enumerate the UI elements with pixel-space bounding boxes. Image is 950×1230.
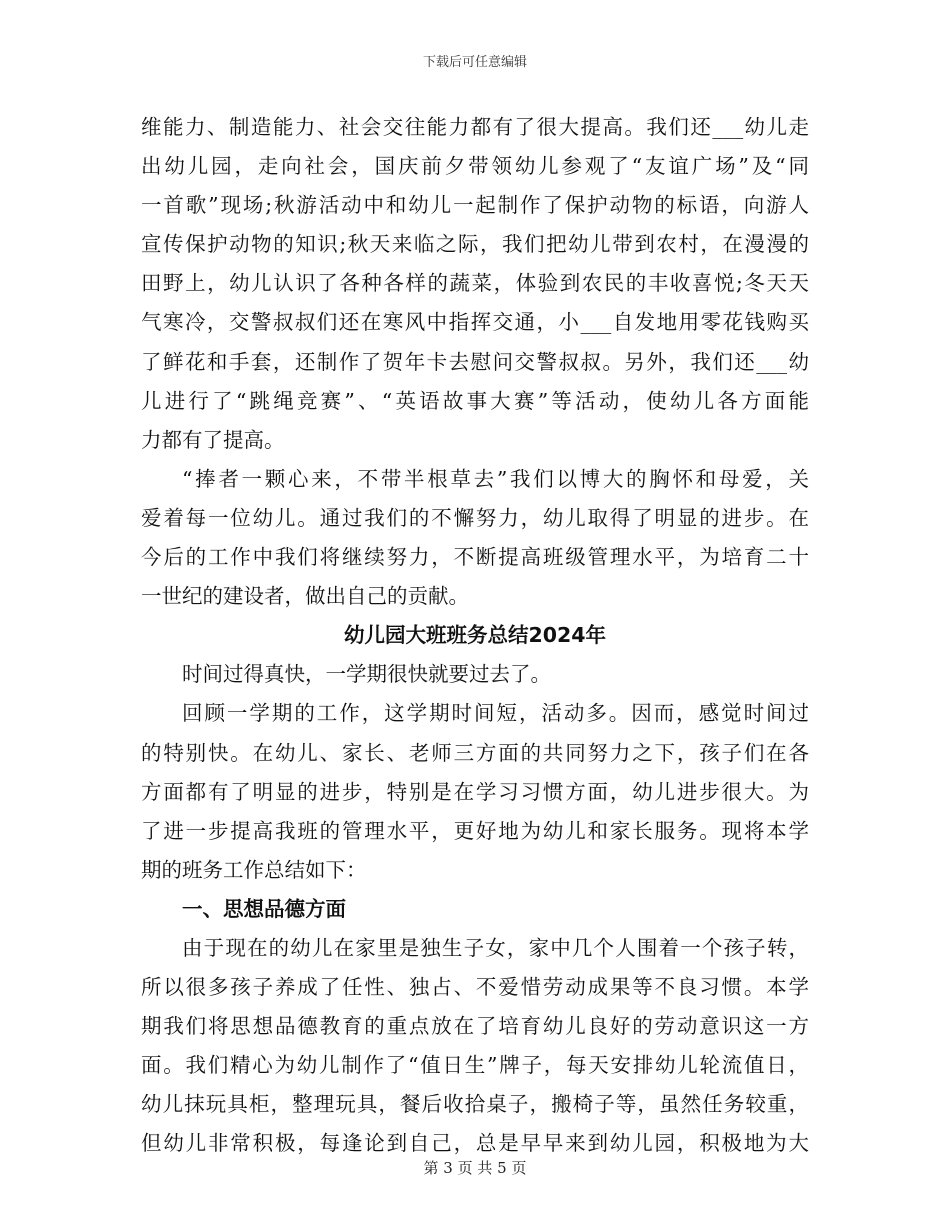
text-line: 今后的工作中我们将继续努力，不断提高班级管理水平，为培育二十 [141, 545, 809, 570]
page-header: 下载后可任意编辑 [422, 55, 527, 70]
text-line: 儿进行了“跳绳竞赛”、“英语故事大赛”等活动，使幼儿各方面能 [141, 388, 809, 413]
paragraph [141, 929, 809, 1164]
text-line: 由于现在的幼儿在家里是独生子女，家中几个人围着一个孩子转， [182, 935, 809, 960]
text-line: 一世纪的建设者，做出自己的贡献。 [141, 584, 469, 609]
text-line: 时间过得真快，一学期很快就要过去了。 [182, 662, 551, 687]
paragraph [141, 694, 809, 889]
paragraph [141, 655, 809, 694]
text-line: 幼儿抹玩具柜，整理玩具，餐后收拾桌子，搬椅子等，虽然任务较重， [141, 1092, 809, 1117]
text-line: 爱着每一位幼儿。通过我们的不懈努力，幼儿取得了明显的进步。在 [141, 505, 809, 530]
text-line: 一首歌”现场;秋游活动中和幼儿一起制作了保护动物的标语，向游人 [141, 193, 809, 218]
text-line: 力都有了提高。 [141, 427, 285, 452]
document-body [141, 108, 809, 1164]
text-line: 期我们将思想品德教育的重点放在了培育幼儿良好的劳动意识这一方 [141, 1014, 809, 1039]
text-line: 所以很多孩子养成了任性、独占、不爱惜劳动成果等不良习惯。本学 [141, 975, 809, 1000]
section-heading: 一、思想品德方面 [182, 896, 346, 921]
text-line: 面。我们精心为幼儿制作了“值日生”牌子，每天安排幼儿轮流值日， [141, 1053, 809, 1078]
document-title: 幼儿园大班班务总结2024年 [343, 623, 607, 648]
text-line: 宣传保护动物的知识;秋天来临之际，我们把幼儿带到农村，在漫漫的 [141, 232, 809, 257]
text-line: 回顾一学期的工作，这学期时间短，活动多。因而，感觉时间过 [182, 701, 809, 726]
paragraph [141, 108, 809, 460]
text-line: 方面都有了明显的进步，特别是在学习习惯方面，幼儿进步很大。为 [141, 779, 809, 804]
text-line: 但幼儿非常积极，每逢论到自己，总是早早来到幼儿园，积极地为大 [141, 1131, 809, 1156]
text-line: 期的班务工作总结如下： [141, 857, 367, 882]
text-line: 了进一步提高我班的管理水平，更好地为幼儿和家长服务。现将本学 [141, 818, 809, 843]
text-line: 出幼儿园，走向社会，国庆前夕带领幼儿参观了“友谊广场”及“同 [141, 154, 809, 179]
text-line: 维能力、制造能力、社会交往能力都有了很大提高。我们还___幼儿走 [141, 115, 809, 139]
page-footer: 第 3 页 共 5 页 [423, 1159, 527, 1177]
text-line: 气寒冷，交警叔叔们还在寒风中指挥交通，小___自发地用零花钱购买 [141, 310, 809, 335]
text-line: 的特别快。在幼儿、家长、老师三方面的共同努力之下，孩子们在各 [141, 740, 809, 765]
text-line: 了鲜花和手套，还制作了贺年卡去慰问交警叔叔。另外，我们还___幼 [141, 349, 809, 374]
text-line: 田野上，幼儿认识了各种各样的蔬菜，体验到农民的丰收喜悦;冬天天 [141, 271, 809, 296]
text-line: “捧者一颗心来，不带半根草去”我们以博大的胸怀和母爱，关 [182, 466, 809, 491]
paragraph [141, 460, 809, 616]
